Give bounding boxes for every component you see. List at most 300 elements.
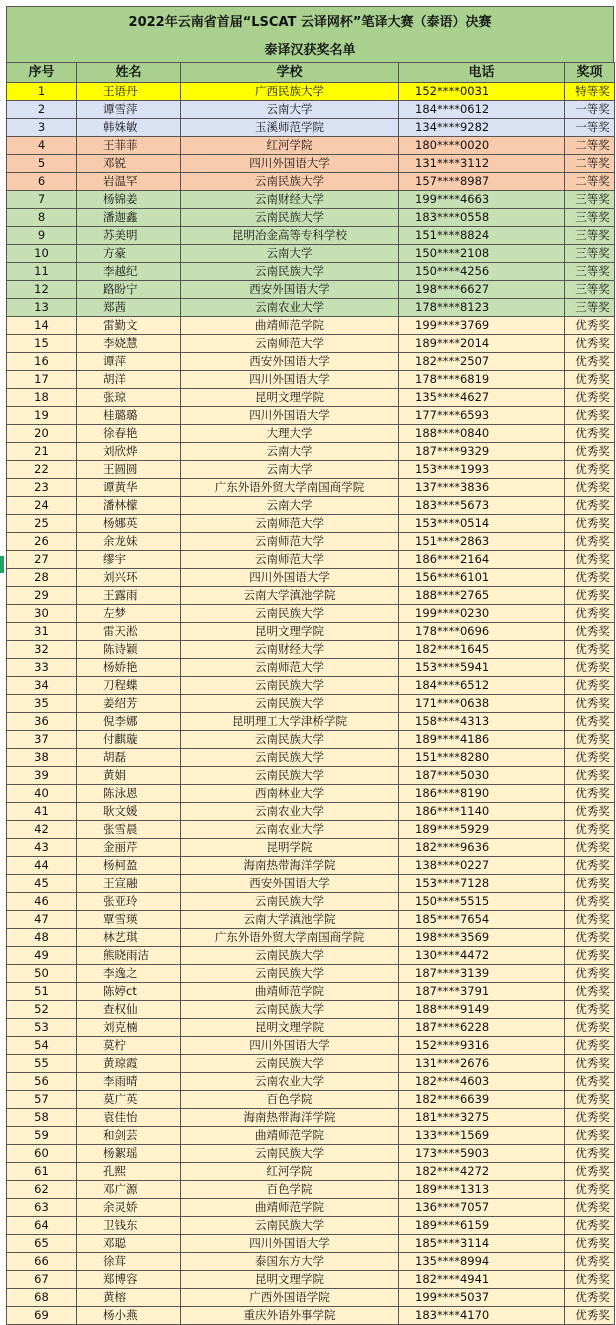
cell-school[interactable]: 云南大学 — [181, 245, 399, 263]
cell-school[interactable]: 西安外国语大学 — [181, 281, 399, 299]
cell-phone[interactable]: 189****5929 — [399, 821, 565, 839]
cell-number[interactable]: 37 — [7, 731, 77, 749]
cell-award[interactable]: 优秀奖 — [565, 515, 615, 533]
cell-award[interactable]: 优秀奖 — [565, 1073, 615, 1091]
cell-school[interactable]: 四川外国语大学 — [181, 371, 399, 389]
cell-phone[interactable]: 184****0612 — [399, 101, 565, 119]
cell-number[interactable]: 21 — [7, 443, 77, 461]
cell-school[interactable]: 大理大学 — [181, 425, 399, 443]
cell-number[interactable]: 30 — [7, 605, 77, 623]
cell-name[interactable]: 潘迦鑫 — [77, 209, 181, 227]
cell-number[interactable]: 69 — [7, 1307, 77, 1325]
cell-name[interactable]: 郑茜 — [77, 299, 181, 317]
cell-phone[interactable]: 182****2507 — [399, 353, 565, 371]
cell-name[interactable]: 苏美明 — [77, 227, 181, 245]
cell-phone[interactable]: 150****5515 — [399, 893, 565, 911]
cell-number[interactable]: 45 — [7, 875, 77, 893]
cell-phone[interactable]: 152****9316 — [399, 1037, 565, 1055]
cell-phone[interactable]: 186****2164 — [399, 551, 565, 569]
cell-award[interactable]: 优秀奖 — [565, 1037, 615, 1055]
cell-number[interactable]: 6 — [7, 173, 77, 191]
cell-award[interactable]: 优秀奖 — [565, 1217, 615, 1235]
cell-school[interactable]: 云南师范大学 — [181, 551, 399, 569]
cell-school[interactable]: 西安外国语大学 — [181, 875, 399, 893]
cell-school[interactable]: 云南民族大学 — [181, 965, 399, 983]
cell-school[interactable]: 云南民族大学 — [181, 893, 399, 911]
cell-award[interactable]: 优秀奖 — [565, 1127, 615, 1145]
cell-number[interactable]: 2 — [7, 101, 77, 119]
cell-phone[interactable]: 189****4186 — [399, 731, 565, 749]
header-name[interactable]: 姓名 — [77, 63, 181, 83]
cell-school[interactable]: 海南热带海洋学院 — [181, 1109, 399, 1127]
cell-phone[interactable]: 185****7654 — [399, 911, 565, 929]
cell-school[interactable]: 云南师范大学 — [181, 659, 399, 677]
cell-name[interactable]: 黄榕 — [77, 1289, 181, 1307]
cell-number[interactable]: 53 — [7, 1019, 77, 1037]
cell-phone[interactable]: 183****0558 — [399, 209, 565, 227]
cell-name[interactable]: 邓广源 — [77, 1181, 181, 1199]
cell-number[interactable]: 15 — [7, 335, 77, 353]
cell-award[interactable]: 二等奖 — [565, 155, 615, 173]
cell-school[interactable]: 曲靖师范学院 — [181, 1199, 399, 1217]
cell-award[interactable]: 优秀奖 — [565, 749, 615, 767]
cell-name[interactable]: 杨娇艳 — [77, 659, 181, 677]
cell-award[interactable]: 优秀奖 — [565, 425, 615, 443]
cell-name[interactable]: 张亚玲 — [77, 893, 181, 911]
cell-school[interactable]: 云南大学 — [181, 461, 399, 479]
cell-school[interactable]: 百色学院 — [181, 1091, 399, 1109]
cell-phone[interactable]: 182****4272 — [399, 1163, 565, 1181]
cell-name[interactable]: 黄娟 — [77, 767, 181, 785]
cell-number[interactable]: 29 — [7, 587, 77, 605]
cell-name[interactable]: 倪李娜 — [77, 713, 181, 731]
cell-award[interactable]: 优秀奖 — [565, 1001, 615, 1019]
cell-phone[interactable]: 186****1140 — [399, 803, 565, 821]
cell-phone[interactable]: 150****2108 — [399, 245, 565, 263]
cell-phone[interactable]: 151****8280 — [399, 749, 565, 767]
cell-award[interactable]: 优秀奖 — [565, 533, 615, 551]
cell-school[interactable]: 云南民族大学 — [181, 767, 399, 785]
cell-number[interactable]: 7 — [7, 191, 77, 209]
cell-award[interactable]: 三等奖 — [565, 227, 615, 245]
cell-name[interactable]: 覃雪瑛 — [77, 911, 181, 929]
cell-name[interactable]: 莫柠 — [77, 1037, 181, 1055]
cell-school[interactable]: 昆明学院 — [181, 839, 399, 857]
cell-school[interactable]: 昆明理工大学津桥学院 — [181, 713, 399, 731]
cell-number[interactable]: 63 — [7, 1199, 77, 1217]
cell-number[interactable]: 20 — [7, 425, 77, 443]
cell-phone[interactable]: 151****2863 — [399, 533, 565, 551]
cell-award[interactable]: 优秀奖 — [565, 623, 615, 641]
cell-award[interactable]: 优秀奖 — [565, 605, 615, 623]
cell-award[interactable]: 优秀奖 — [565, 389, 615, 407]
cell-phone[interactable]: 182****6639 — [399, 1091, 565, 1109]
cell-name[interactable]: 王圆圆 — [77, 461, 181, 479]
cell-number[interactable]: 10 — [7, 245, 77, 263]
cell-phone[interactable]: 189****1313 — [399, 1181, 565, 1199]
cell-phone[interactable]: 131****3112 — [399, 155, 565, 173]
cell-award[interactable]: 优秀奖 — [565, 1199, 615, 1217]
cell-phone[interactable]: 186****8190 — [399, 785, 565, 803]
cell-number[interactable]: 44 — [7, 857, 77, 875]
cell-school[interactable]: 广东外语外贸大学南国商学院 — [181, 479, 399, 497]
cell-name[interactable]: 徐茸 — [77, 1253, 181, 1271]
cell-school[interactable]: 四川外国语大学 — [181, 1235, 399, 1253]
cell-school[interactable]: 四川外国语大学 — [181, 569, 399, 587]
cell-name[interactable]: 方豪 — [77, 245, 181, 263]
cell-award[interactable]: 优秀奖 — [565, 587, 615, 605]
cell-phone[interactable]: 188****2765 — [399, 587, 565, 605]
cell-school[interactable]: 云南民族大学 — [181, 731, 399, 749]
cell-phone[interactable]: 187****6228 — [399, 1019, 565, 1037]
cell-school[interactable]: 云南民族大学 — [181, 1217, 399, 1235]
cell-award[interactable]: 优秀奖 — [565, 695, 615, 713]
cell-number[interactable]: 17 — [7, 371, 77, 389]
cell-number[interactable]: 27 — [7, 551, 77, 569]
cell-school[interactable]: 云南师范大学 — [181, 335, 399, 353]
cell-number[interactable]: 51 — [7, 983, 77, 1001]
cell-number[interactable]: 25 — [7, 515, 77, 533]
cell-phone[interactable]: 151****8824 — [399, 227, 565, 245]
cell-award[interactable]: 优秀奖 — [565, 461, 615, 479]
cell-phone[interactable]: 157****8987 — [399, 173, 565, 191]
cell-school[interactable]: 广西民族大学 — [181, 83, 399, 101]
cell-number[interactable]: 22 — [7, 461, 77, 479]
cell-award[interactable]: 优秀奖 — [565, 857, 615, 875]
cell-number[interactable]: 12 — [7, 281, 77, 299]
cell-name[interactable]: 查权仙 — [77, 1001, 181, 1019]
cell-name[interactable]: 袁佳怡 — [77, 1109, 181, 1127]
cell-number[interactable]: 34 — [7, 677, 77, 695]
cell-number[interactable]: 31 — [7, 623, 77, 641]
cell-phone[interactable]: 189****6159 — [399, 1217, 565, 1235]
header-phone[interactable]: 电话 — [399, 63, 565, 83]
cell-school[interactable]: 云南民族大学 — [181, 947, 399, 965]
cell-phone[interactable]: 130****4472 — [399, 947, 565, 965]
cell-number[interactable]: 18 — [7, 389, 77, 407]
cell-award[interactable]: 三等奖 — [565, 299, 615, 317]
cell-award[interactable]: 优秀奖 — [565, 875, 615, 893]
cell-name[interactable]: 谭黄华 — [77, 479, 181, 497]
cell-name[interactable]: 缪宇 — [77, 551, 181, 569]
cell-number[interactable]: 60 — [7, 1145, 77, 1163]
cell-name[interactable]: 潘林檬 — [77, 497, 181, 515]
cell-name[interactable]: 耿文媛 — [77, 803, 181, 821]
cell-school[interactable]: 云南民族大学 — [181, 209, 399, 227]
cell-name[interactable]: 邓锐 — [77, 155, 181, 173]
cell-name[interactable]: 刘欣烨 — [77, 443, 181, 461]
cell-name[interactable]: 余龙妹 — [77, 533, 181, 551]
cell-name[interactable]: 李逸之 — [77, 965, 181, 983]
cell-award[interactable]: 优秀奖 — [565, 821, 615, 839]
cell-phone[interactable]: 134****9282 — [399, 119, 565, 137]
cell-award[interactable]: 特等奖 — [565, 83, 615, 101]
cell-number[interactable]: 39 — [7, 767, 77, 785]
cell-name[interactable]: 张雪晨 — [77, 821, 181, 839]
cell-school[interactable]: 云南民族大学 — [181, 605, 399, 623]
cell-award[interactable]: 优秀奖 — [565, 551, 615, 569]
cell-award[interactable]: 三等奖 — [565, 281, 615, 299]
cell-number[interactable]: 67 — [7, 1271, 77, 1289]
cell-name[interactable]: 杨小燕 — [77, 1307, 181, 1325]
cell-school[interactable]: 云南财经大学 — [181, 191, 399, 209]
cell-award[interactable]: 一等奖 — [565, 119, 615, 137]
cell-school[interactable]: 云南民族大学 — [181, 695, 399, 713]
cell-phone[interactable]: 187****3791 — [399, 983, 565, 1001]
cell-name[interactable]: 杨柯盈 — [77, 857, 181, 875]
cell-award[interactable]: 优秀奖 — [565, 1271, 615, 1289]
cell-award[interactable]: 优秀奖 — [565, 785, 615, 803]
cell-phone[interactable]: 135****4627 — [399, 389, 565, 407]
cell-phone[interactable]: 183****5673 — [399, 497, 565, 515]
cell-phone[interactable]: 199****4663 — [399, 191, 565, 209]
cell-number[interactable]: 50 — [7, 965, 77, 983]
cell-name[interactable]: 陈婷ct — [77, 983, 181, 1001]
cell-school[interactable]: 云南民族大学 — [181, 1055, 399, 1073]
cell-number[interactable]: 42 — [7, 821, 77, 839]
cell-school[interactable]: 云南民族大学 — [181, 263, 399, 281]
cell-phone[interactable]: 153****5941 — [399, 659, 565, 677]
cell-number[interactable]: 38 — [7, 749, 77, 767]
cell-award[interactable]: 优秀奖 — [565, 407, 615, 425]
header-number[interactable]: 序号 — [7, 63, 77, 83]
cell-school[interactable]: 云南农业大学 — [181, 803, 399, 821]
cell-number[interactable]: 28 — [7, 569, 77, 587]
cell-school[interactable]: 云南师范大学 — [181, 533, 399, 551]
cell-phone[interactable]: 187****9329 — [399, 443, 565, 461]
cell-number[interactable]: 9 — [7, 227, 77, 245]
cell-school[interactable]: 重庆外语外事学院 — [181, 1307, 399, 1325]
cell-phone[interactable]: 183****4170 — [399, 1307, 565, 1325]
cell-name[interactable]: 熊晓雨洁 — [77, 947, 181, 965]
cell-phone[interactable]: 187****3139 — [399, 965, 565, 983]
cell-school[interactable]: 玉溪师范学院 — [181, 119, 399, 137]
cell-number[interactable]: 19 — [7, 407, 77, 425]
cell-name[interactable]: 李娆慧 — [77, 335, 181, 353]
cell-number[interactable]: 49 — [7, 947, 77, 965]
cell-number[interactable]: 14 — [7, 317, 77, 335]
cell-award[interactable]: 优秀奖 — [565, 1163, 615, 1181]
cell-phone[interactable]: 153****7128 — [399, 875, 565, 893]
cell-name[interactable]: 姜绍芳 — [77, 695, 181, 713]
cell-award[interactable]: 优秀奖 — [565, 839, 615, 857]
cell-award[interactable]: 优秀奖 — [565, 1109, 615, 1127]
cell-award[interactable]: 二等奖 — [565, 137, 615, 155]
cell-number[interactable]: 43 — [7, 839, 77, 857]
cell-award[interactable]: 优秀奖 — [565, 1181, 615, 1199]
cell-award[interactable]: 三等奖 — [565, 245, 615, 263]
cell-number[interactable]: 40 — [7, 785, 77, 803]
cell-phone[interactable]: 199****3769 — [399, 317, 565, 335]
cell-award[interactable]: 优秀奖 — [565, 569, 615, 587]
cell-phone[interactable]: 133****1569 — [399, 1127, 565, 1145]
cell-school[interactable]: 云南农业大学 — [181, 1073, 399, 1091]
cell-award[interactable]: 优秀奖 — [565, 1019, 615, 1037]
cell-school[interactable]: 云南财经大学 — [181, 641, 399, 659]
cell-award[interactable]: 优秀奖 — [565, 713, 615, 731]
cell-school[interactable]: 曲靖师范学院 — [181, 1127, 399, 1145]
cell-phone[interactable]: 180****0020 — [399, 137, 565, 155]
cell-number[interactable]: 61 — [7, 1163, 77, 1181]
cell-phone[interactable]: 188****9149 — [399, 1001, 565, 1019]
cell-phone[interactable]: 182****9636 — [399, 839, 565, 857]
cell-phone[interactable]: 137****3836 — [399, 479, 565, 497]
cell-phone[interactable]: 131****2676 — [399, 1055, 565, 1073]
cell-number[interactable]: 16 — [7, 353, 77, 371]
cell-phone[interactable]: 135****8994 — [399, 1253, 565, 1271]
cell-name[interactable]: 桂璐璐 — [77, 407, 181, 425]
cell-phone[interactable]: 178****6819 — [399, 371, 565, 389]
cell-school[interactable]: 昆明文理学院 — [181, 1019, 399, 1037]
cell-number[interactable]: 66 — [7, 1253, 77, 1271]
cell-name[interactable]: 郑博容 — [77, 1271, 181, 1289]
cell-school[interactable]: 云南民族大学 — [181, 677, 399, 695]
cell-school[interactable]: 云南民族大学 — [181, 1145, 399, 1163]
cell-name[interactable]: 路盼宁 — [77, 281, 181, 299]
cell-name[interactable]: 付麒璇 — [77, 731, 181, 749]
cell-number[interactable]: 64 — [7, 1217, 77, 1235]
cell-school[interactable]: 云南大学滇池学院 — [181, 911, 399, 929]
cell-name[interactable]: 林艺琪 — [77, 929, 181, 947]
cell-school[interactable]: 昆明文理学院 — [181, 389, 399, 407]
cell-name[interactable]: 刀程蝶 — [77, 677, 181, 695]
cell-name[interactable]: 陈诗颖 — [77, 641, 181, 659]
cell-number[interactable]: 57 — [7, 1091, 77, 1109]
cell-number[interactable]: 68 — [7, 1289, 77, 1307]
cell-name[interactable]: 杨娜英 — [77, 515, 181, 533]
cell-award[interactable]: 优秀奖 — [565, 911, 615, 929]
cell-number[interactable]: 5 — [7, 155, 77, 173]
cell-award[interactable]: 优秀奖 — [565, 497, 615, 515]
cell-name[interactable]: 孔熙 — [77, 1163, 181, 1181]
cell-award[interactable]: 优秀奖 — [565, 767, 615, 785]
cell-school[interactable]: 云南民族大学 — [181, 749, 399, 767]
cell-award[interactable]: 优秀奖 — [565, 335, 615, 353]
cell-phone[interactable]: 198****6627 — [399, 281, 565, 299]
cell-name[interactable]: 岩温罕 — [77, 173, 181, 191]
cell-award[interactable]: 优秀奖 — [565, 353, 615, 371]
cell-name[interactable]: 杨絮瑶 — [77, 1145, 181, 1163]
cell-number[interactable]: 23 — [7, 479, 77, 497]
cell-name[interactable]: 陈泳恩 — [77, 785, 181, 803]
cell-number[interactable]: 65 — [7, 1235, 77, 1253]
cell-number[interactable]: 55 — [7, 1055, 77, 1073]
cell-name[interactable]: 雷勤文 — [77, 317, 181, 335]
cell-school[interactable]: 云南大学滇池学院 — [181, 587, 399, 605]
cell-school[interactable]: 广东外语外贸大学南国商学院 — [181, 929, 399, 947]
cell-award[interactable]: 优秀奖 — [565, 893, 615, 911]
cell-school[interactable]: 云南大学 — [181, 497, 399, 515]
cell-school[interactable]: 昆明文理学院 — [181, 1271, 399, 1289]
cell-school[interactable]: 云南民族大学 — [181, 173, 399, 191]
cell-school[interactable]: 西南林业大学 — [181, 785, 399, 803]
cell-name[interactable]: 余灵娇 — [77, 1199, 181, 1217]
cell-award[interactable]: 优秀奖 — [565, 317, 615, 335]
cell-award[interactable]: 一等奖 — [565, 101, 615, 119]
cell-name[interactable]: 胡洋 — [77, 371, 181, 389]
cell-number[interactable]: 11 — [7, 263, 77, 281]
cell-number[interactable]: 33 — [7, 659, 77, 677]
cell-award[interactable]: 优秀奖 — [565, 677, 615, 695]
cell-phone[interactable]: 199****0230 — [399, 605, 565, 623]
cell-award[interactable]: 二等奖 — [565, 173, 615, 191]
cell-school[interactable]: 海南热带海洋学院 — [181, 857, 399, 875]
cell-name[interactable]: 谭雪萍 — [77, 101, 181, 119]
cell-name[interactable]: 杨锦姜 — [77, 191, 181, 209]
cell-school[interactable]: 广西外国语学院 — [181, 1289, 399, 1307]
header-school[interactable]: 学校 — [181, 63, 399, 83]
cell-name[interactable]: 胡磊 — [77, 749, 181, 767]
cell-award[interactable]: 三等奖 — [565, 263, 615, 281]
cell-name[interactable]: 王语丹 — [77, 83, 181, 101]
cell-name[interactable]: 徐春艳 — [77, 425, 181, 443]
cell-phone[interactable]: 181****3275 — [399, 1109, 565, 1127]
cell-phone[interactable]: 187****5030 — [399, 767, 565, 785]
cell-number[interactable]: 47 — [7, 911, 77, 929]
cell-number[interactable]: 48 — [7, 929, 77, 947]
cell-name[interactable]: 金丽芹 — [77, 839, 181, 857]
cell-phone[interactable]: 171****0638 — [399, 695, 565, 713]
cell-school[interactable]: 昆明文理学院 — [181, 623, 399, 641]
cell-number[interactable]: 36 — [7, 713, 77, 731]
cell-number[interactable]: 32 — [7, 641, 77, 659]
cell-phone[interactable]: 152****0031 — [399, 83, 565, 101]
cell-school[interactable]: 云南大学 — [181, 101, 399, 119]
cell-number[interactable]: 13 — [7, 299, 77, 317]
cell-award[interactable]: 优秀奖 — [565, 443, 615, 461]
cell-phone[interactable]: 156****6101 — [399, 569, 565, 587]
cell-number[interactable]: 8 — [7, 209, 77, 227]
cell-award[interactable]: 优秀奖 — [565, 1091, 615, 1109]
cell-name[interactable]: 韩姝敏 — [77, 119, 181, 137]
cell-number[interactable]: 62 — [7, 1181, 77, 1199]
cell-number[interactable]: 41 — [7, 803, 77, 821]
cell-phone[interactable]: 178****8123 — [399, 299, 565, 317]
cell-number[interactable]: 24 — [7, 497, 77, 515]
cell-phone[interactable]: 199****5037 — [399, 1289, 565, 1307]
cell-school[interactable]: 西安外国语大学 — [181, 353, 399, 371]
cell-school[interactable]: 百色学院 — [181, 1181, 399, 1199]
cell-school[interactable]: 昆明冶金高等专科学校 — [181, 227, 399, 245]
cell-number[interactable]: 26 — [7, 533, 77, 551]
cell-phone[interactable]: 182****4941 — [399, 1271, 565, 1289]
header-award[interactable]: 奖项 — [565, 63, 615, 83]
cell-phone[interactable]: 136****7057 — [399, 1199, 565, 1217]
cell-award[interactable]: 优秀奖 — [565, 1055, 615, 1073]
cell-name[interactable]: 刘克楠 — [77, 1019, 181, 1037]
cell-school[interactable]: 曲靖师范学院 — [181, 317, 399, 335]
cell-name[interactable]: 刘兴环 — [77, 569, 181, 587]
cell-award[interactable]: 优秀奖 — [565, 371, 615, 389]
cell-phone[interactable]: 153****1993 — [399, 461, 565, 479]
cell-name[interactable]: 王露雨 — [77, 587, 181, 605]
cell-award[interactable]: 优秀奖 — [565, 731, 615, 749]
cell-school[interactable]: 云南农业大学 — [181, 299, 399, 317]
cell-phone[interactable]: 188****0840 — [399, 425, 565, 443]
cell-name[interactable]: 黄琼霞 — [77, 1055, 181, 1073]
cell-phone[interactable]: 153****0514 — [399, 515, 565, 533]
cell-award[interactable]: 三等奖 — [565, 209, 615, 227]
cell-name[interactable]: 邓聪 — [77, 1235, 181, 1253]
cell-school[interactable]: 曲靖师范学院 — [181, 983, 399, 1001]
cell-name[interactable]: 王菲菲 — [77, 137, 181, 155]
cell-award[interactable]: 优秀奖 — [565, 1307, 615, 1325]
cell-name[interactable]: 王宣融 — [77, 875, 181, 893]
cell-award[interactable]: 优秀奖 — [565, 1145, 615, 1163]
cell-award[interactable]: 优秀奖 — [565, 965, 615, 983]
cell-school[interactable]: 泰国东方大学 — [181, 1253, 399, 1271]
cell-number[interactable]: 35 — [7, 695, 77, 713]
